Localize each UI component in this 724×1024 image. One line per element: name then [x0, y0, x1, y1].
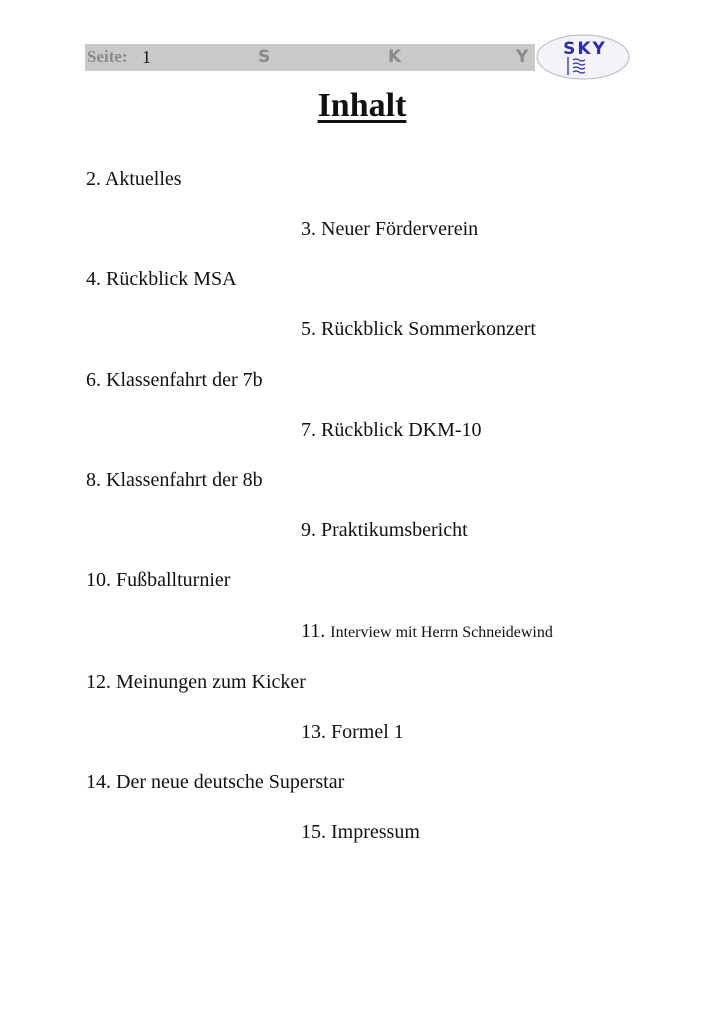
toc-entry	[301, 720, 404, 744]
logo-text: SKY	[563, 39, 607, 59]
toc-entry-number: 5.	[301, 318, 316, 340]
page-title: Inhalt	[317, 87, 407, 124]
toc-entry-text: Klassenfahrt der 8b	[106, 469, 263, 491]
toc-entry-number: 4.	[86, 268, 101, 290]
toc-entry	[86, 167, 182, 191]
toc-entry	[301, 518, 468, 542]
header-letter-s: S	[258, 47, 271, 67]
toc-entry-number: 6.	[86, 369, 101, 391]
toc-entry	[301, 619, 553, 645]
toc-entry-number: 8.	[86, 469, 101, 491]
toc-entry	[86, 568, 230, 592]
toc-entry	[86, 267, 237, 291]
toc-entry-text: Meinungen zum Kicker	[116, 671, 306, 693]
toc-entry	[86, 670, 306, 694]
toc-entry-text: Praktikumsbericht	[321, 519, 468, 541]
toc-entry-number: 7.	[301, 419, 316, 441]
toc-entry	[86, 368, 263, 392]
toc-entry-text: Formel 1	[331, 721, 404, 743]
toc-entry-number: 2.	[86, 168, 101, 190]
toc-entry-text: Aktuelles	[104, 168, 182, 190]
toc-entry-text: Rückblick DKM-10	[321, 419, 482, 441]
toc-entry-text: Rückblick MSA	[106, 268, 237, 290]
sky-logo	[535, 33, 631, 81]
toc-entry-number: 13.	[301, 721, 326, 743]
toc-entry-number: 14.	[86, 771, 111, 793]
toc-entry-number: 12.	[86, 671, 111, 693]
toc-entry-text: Der neue deutsche Superstar	[116, 771, 345, 793]
toc-entry-number: 15.	[301, 821, 326, 843]
header-letter-y: Y	[516, 47, 529, 67]
page-number: 1	[142, 47, 151, 67]
toc-entry-text: Klassenfahrt der 7b	[106, 369, 263, 391]
toc-entry-number: 9.	[301, 519, 316, 541]
toc-entry	[301, 820, 420, 844]
header-bar	[85, 44, 535, 71]
toc-entry	[301, 217, 478, 241]
header-letter-k: K	[388, 47, 402, 67]
toc-entry	[86, 468, 263, 492]
toc-entry-number: 11.	[301, 620, 326, 642]
toc-entry	[301, 418, 482, 442]
page-label: Seite:	[87, 47, 128, 66]
toc-entry-text: Neuer Förderverein	[321, 218, 479, 240]
toc-entry-text: Impressum	[331, 821, 420, 843]
toc-entry	[86, 770, 344, 794]
toc-entry-text: Rückblick Sommerkonzert	[321, 318, 536, 340]
toc-entry-number: 3.	[301, 218, 316, 240]
toc-entry-text: Interview mit Herrn Schneidewind	[330, 624, 553, 641]
toc-entry-number: 10.	[86, 569, 111, 591]
toc-entry	[301, 317, 536, 341]
toc-entry-text: Fußballturnier	[116, 569, 231, 591]
